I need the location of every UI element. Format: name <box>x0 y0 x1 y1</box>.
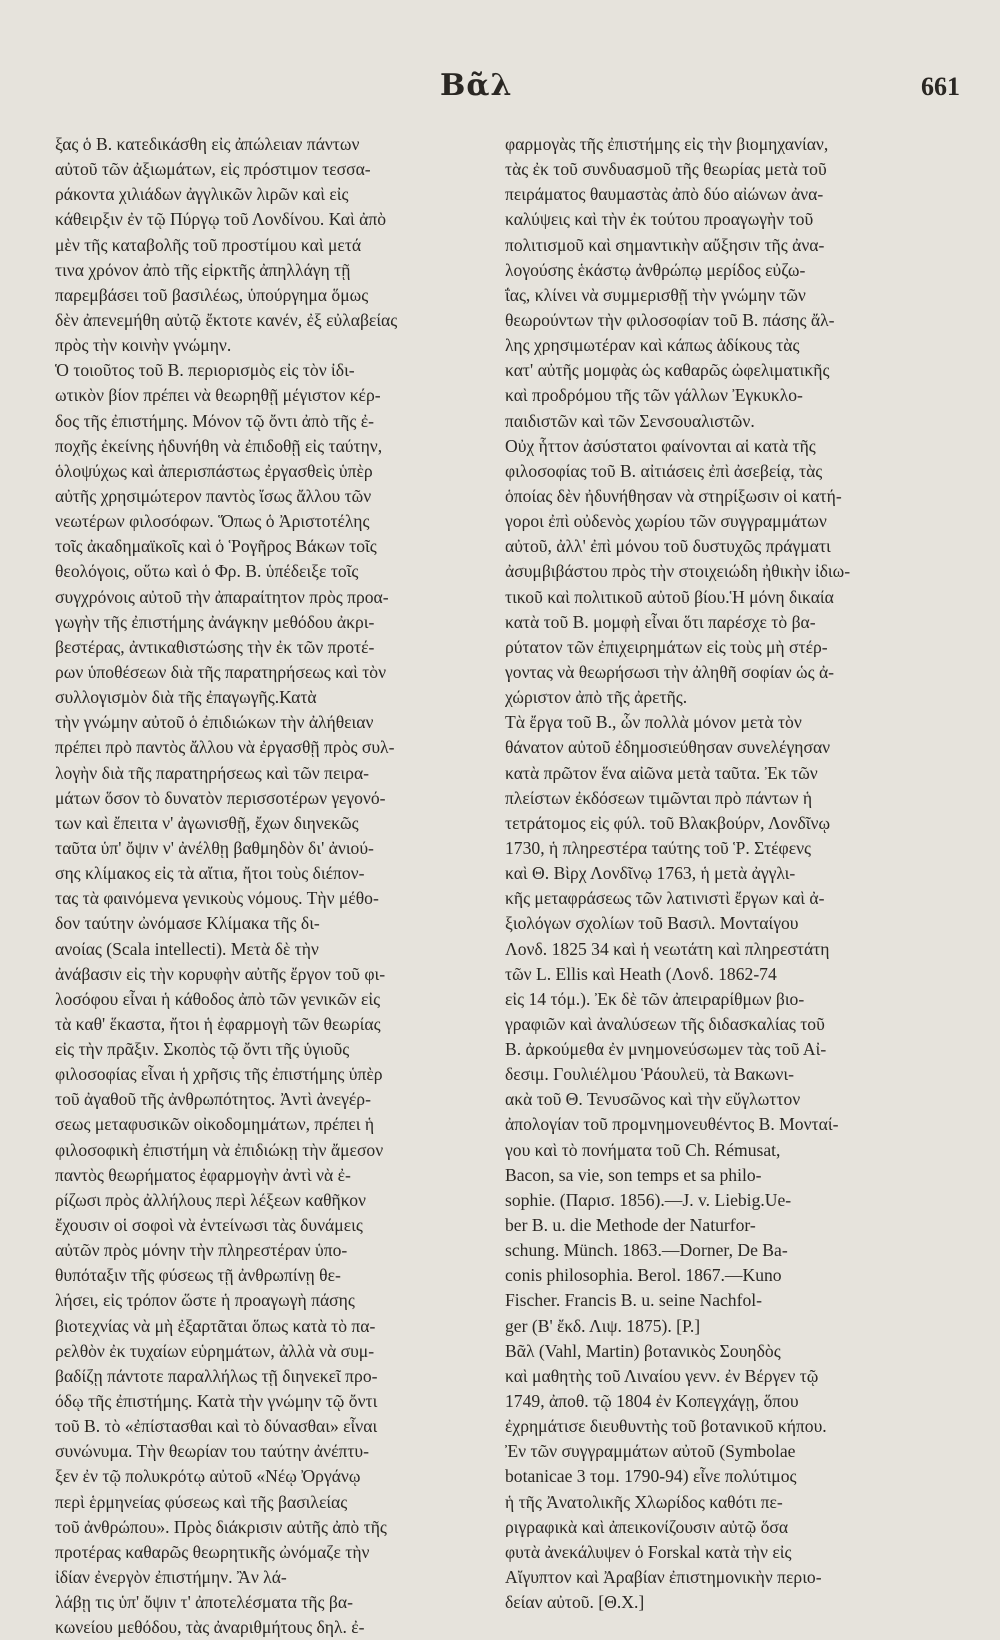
text-line: μὲν τῆς καταβολῆς τοῦ προστίμου καὶ μετά <box>55 234 362 255</box>
text-line: τὰ καθ' ἕκαστα, ἤτοι ἡ ἐφαρμογὴ τῶν θεωρίας <box>55 1013 381 1034</box>
text-line: 1749, ἀποθ. τῷ 1804 ἐν Κοπεγχάγῃ, ὅπου <box>505 1391 799 1412</box>
text-line: χώριστον ἀπὸ τῆς ἀρετῆς. <box>505 687 688 708</box>
text-line: συγχρόνοις αὐτοῦ τὴν ἀπαραίτητον πρὸς προα- <box>55 586 389 607</box>
text-line: δείαν αὐτοῦ. [Θ.Χ.] <box>505 1592 645 1613</box>
text-line: των καὶ ἔπειτα ν' ἀγωνισθῇ, ἔχων διηνεκῶς <box>55 812 359 833</box>
text-line: όδῳ τῆς ἐπιστήμης. Κατὰ τὴν γνώμην τῷ ὄντι <box>55 1391 378 1412</box>
text-line: ταῦτα ὑπ' ὄψιν ν' ἀνέλθῃ βαθμηδὸν δι' ἀνιού- <box>55 837 374 858</box>
text-line: τινα χρόνον ἀπὸ τῆς εἱρκτῆς ἀπηλλάγη τῇ <box>55 259 351 280</box>
text-line: ὁποίας δὲν ἠδυνήθησαν νὰ στηρίξωσιν οἱ κατή- <box>505 485 842 506</box>
text-line: Fischer. Francis B. u. seine Nachfol- <box>505 1290 763 1311</box>
text-line: φυτὰ ἀνεκάλυψεν ὁ Forskal κατὰ τὴν εἰς <box>505 1541 792 1562</box>
text-line: αὐτῆς χρησιμώτερον παντὸς ἴσως ἄλλου τῶν <box>55 485 372 506</box>
text-line: λογὴν διὰ τῆς παρατηρήσεως καὶ τῶν πειρα- <box>55 762 370 783</box>
text-line: βεστέρας, ἀντικαθιστώσης τὴν ἐκ τῶν προτέ- <box>55 636 375 657</box>
right-column <box>505 132 930 1615</box>
text-line: ξεν ἐν τῷ πολυκρότῳ αὐτοῦ «Νέῳ Ὀργάνῳ <box>55 1466 361 1487</box>
text-line: θάνατον αὐτοῦ ἐδημοσιεύθησαν συνελέγησαν <box>505 737 831 758</box>
text-line: ἀπολογίαν τοῦ προμνημονευθέντος Β. Μονταί- <box>505 1114 839 1135</box>
text-line: γραφιῶν καὶ ἀναλύσεων τῆς διδασκαλίας τοῦ <box>505 1013 825 1034</box>
text-line: 1730, ἡ πληρεστέρα ταύτης τοῦ Ῥ. Στέφενς <box>505 837 812 858</box>
text-line: ποχῆς ἐκείνης ἠδυνήθη νὰ ἐπιδοθῇ εἰς ταύτην, <box>55 435 383 456</box>
text-line: λοσόφου εἶναι ἡ κάθοδος ἀπὸ τῶν γενικῶν εἰς <box>55 988 381 1009</box>
text-line: νεωτέρων φιλοσόφων. Ὅπως ὁ Ἀριστοτέλης <box>55 511 370 532</box>
text-line: Ὁ τοιοῦτος τοῦ Β. περιορισμὸς εἰς τὸν ἰδι- <box>55 360 355 381</box>
text-line: κῆς μεταφράσεως τῶν λατινιστὶ ἔργων καὶ ἀ- <box>505 888 825 909</box>
text-line: τὴν γνώμην αὐτοῦ ὁ ἐπιδιώκων τὴν ἀλήθειαν <box>55 712 374 733</box>
text-line: προτέρας καθαρῶς θεωρητικῆς ὠνόμαζε τὴν <box>55 1541 370 1562</box>
text-line: τοῖς ἀκαδημαϊκοῖς καὶ ὁ Ῥογῆρος Βάκων τοῖς <box>55 536 377 557</box>
text-line: βιοτεχνίας νὰ μὴ ἐξαρτᾶται ὅπως κατὰ τὸ πα- <box>55 1315 376 1336</box>
text-line: Αἴγυπτον καὶ Ἀραβίαν ἐπιστημονικὴν περιο- <box>505 1567 822 1588</box>
text-line: παιδιστῶν καὶ τῶν Σενσουαλιστῶν. <box>505 410 755 431</box>
text-line: ρελθὸν ἐκ τυχαίων εὑρημάτων, ἀλλὰ νὰ συμ- <box>55 1340 375 1361</box>
text-line: conis philosophia. Berol. 1867.—Kuno <box>505 1265 782 1286</box>
text-line: παντὸς θεωρήματος ἐφαρμογὴν ἀντὶ νὰ ἐ- <box>55 1164 351 1185</box>
text-line: ξας ὁ Β. κατεδικάσθη εἰς ἀπώλειαν πάντων <box>55 134 360 154</box>
text-line: πειράματος θαυμαστὰς ἀπὸ δύο αἰώνων ἀνα- <box>505 184 824 205</box>
text-line: δεσιμ. Γουλιέλμου Ῥάουλεϋ, τὰ Βακωνι- <box>505 1064 794 1085</box>
text-line: sophie. (Παρισ. 1856).—J. v. Liebig.Ue- <box>505 1189 792 1210</box>
text-line: γου καὶ τὸ πονήματα τοῦ Ch. Rémusat, <box>505 1139 781 1160</box>
text-line: Βᾶλ (Vahl, Martin) βοτανικὸς Σουηδὸς <box>505 1340 781 1361</box>
text-line: τετράτομος εἰς φύλ. τοῦ Βλακβούρν, Λονδῖνῳ <box>505 812 831 833</box>
text-line: ἡ τῆς Ἀνατολικῆς Χλωρίδος καθότι πε- <box>505 1491 783 1512</box>
text-line: ἀνάβασιν εἰς τὴν κορυφὴν αὐτῆς ἔργον τοῦ φι- <box>55 963 386 984</box>
text-line: λήσει, εἰς τρόπον ὥστε ἡ προαγωγὴ πάσης <box>55 1290 355 1311</box>
text-line: δος τῆς ἐπιστήμης. Μόνον τῷ ὄντι ἀπὸ τῆς ἐ- <box>55 410 374 431</box>
text-line: τοῦ ἀνθρώπου». Πρὸς διάκρισιν αὐτῆς ἀπὸ τῆς <box>55 1516 387 1537</box>
text-line: ανοίας (Scala intellecti). Μετὰ δὲ τὴν <box>55 938 319 959</box>
text-line: γοντας νὰ θεωρήσωσι τὴν ἀληθῆ σοφίαν ὡς ἀ- <box>505 661 835 682</box>
text-line: θεωρούντων τὴν φιλοσοφίαν τοῦ Β. πάσης ἄλ- <box>505 309 835 330</box>
text-line: φιλοσοφικὴ ἐπιστήμη νὰ ἐπιδιώκῃ τὴν ἄμεσον <box>55 1139 384 1160</box>
text-line: πλείστων ἐκδόσεων τιμῶνται πρὸ πάντων ἡ <box>505 787 813 808</box>
text-line: ger (Β' ἔκδ. Λιψ. 1875). [P.] <box>505 1315 701 1336</box>
text-line: ξιολόγων σχολίων τοῦ Βασιλ. Μονταίγου <box>505 913 799 934</box>
text-line: βαδίζῃ πάντοτε παραλλήλως τῇ διηνεκεῖ προ- <box>55 1365 378 1386</box>
text-line: παρεμβάσει τοῦ βασιλέως, ὑπούργημα ὅμως <box>55 284 369 305</box>
text-line: λογούσης ἑκάστῳ ἀνθρώπῳ μερίδος εὐζω- <box>505 259 806 280</box>
text-line: ριγραφικὰ καὶ ἀπεικονίζουσιν αὐτῷ ὅσα <box>505 1516 789 1537</box>
text-line: τοῦ ἀγαθοῦ τῆς ἀνθρωπότητος. Ἀντὶ ἀνεγέρ- <box>55 1089 371 1110</box>
text-line: πρέπει πρὸ παντὸς ἄλλου νὰ ἐργασθῇ πρὸς συλ- <box>55 737 395 758</box>
page-number: 661 <box>921 72 960 101</box>
text-line: σεως μεταφυσικῶν οἰκοδομημάτων, πρέπει ἡ <box>55 1114 375 1135</box>
text-line: γοροι ἐπὶ οὐδενὸς χωρίου τῶν συγγραμμάτων <box>505 511 827 532</box>
text-line: φιλοσοφίας τοῦ Β. αἰτιάσεις ἐπὶ ἀσεβείᾳ, τὰς <box>505 460 823 481</box>
text-line: πρὸς τὴν κοινὴν γνώμην. <box>55 335 232 356</box>
text-line: αὐτοῦ, ἀλλ' ἐπὶ μόνου τοῦ δυστυχῶς πράγματι <box>505 536 831 557</box>
text-line: θυπόταξιν τῆς φύσεως τῇ ἀνθρωπίνῃ θε- <box>55 1265 341 1286</box>
text-line: ακὰ τοῦ Θ. Τενυσῶνος καὶ τὴν εὔγλωττον <box>505 1089 801 1110</box>
text-line: ἔχουσιν οἱ σοφοὶ νὰ ἐντείνωσι τὰς δυνάμεις <box>55 1215 363 1236</box>
text-line: περὶ ἑρμηνείας φύσεως καὶ τῆς βασιλείας <box>55 1491 348 1512</box>
text-line: ἀσυμβιβάστου πρὸς τὴν στοιχειώδη ἠθικὴν ἰδιω- <box>505 561 851 582</box>
text-line: Ἐν τῶν συγγραμμάτων αὐτοῦ (Symbolae <box>505 1441 796 1462</box>
text-line: συνώνυμα. Τὴν θεωρίαν του ταύτην ἀνέπτυ- <box>55 1441 369 1462</box>
text-line: κατὰ πρῶτον ἕνα αἰῶνα μετὰ ταῦτα. Ἐκ τῶν <box>505 762 818 783</box>
text-line: σης κλίμακος εἰς τὰ αἴτια, ἤτοι τοὺς διέπον- <box>55 863 365 884</box>
text-line: ber B. u. die Methode der Naturfor- <box>505 1215 756 1236</box>
text-line: εἰς τὴν πρᾶξιν. Σκοπὸς τῷ ὄντι τῆς ὑγιοῦς <box>55 1039 350 1060</box>
text-line: Τὰ ἔργα τοῦ Β., ὧν πολλὰ μόνον μετὰ τὸν <box>505 712 802 733</box>
page-header <box>0 68 1000 108</box>
text-line: τας τὰ φαινόμενα γενικοὺς νόμους. Τὴν μέθο- <box>55 888 379 909</box>
text-line: γωγὴν τῆς ἐπιστήμης ἀνάγκην μεθόδου ἀκρι- <box>55 611 375 632</box>
text-line: συλλογισμὸν διὰ τῆς ἐπαγωγῆς.Κατὰ <box>55 687 317 708</box>
text-line: εἰς 14 τόμ.). Ἐκ δὲ τῶν ἀπειραρίθμων βιο- <box>505 988 805 1009</box>
text-line: θεολόγοις, οὕτω καὶ ὁ Φρ. Β. ὑπέδειξε τοῖς <box>55 561 359 582</box>
text-line: φιλοσοφίας εἶναι ἡ χρῆσις τῆς ἐπιστήμης ὑπὲρ <box>55 1064 383 1085</box>
text-line: καὶ προδρόμου τῆς τῶν γάλλων Ἐγκυκλο- <box>505 385 803 406</box>
text-line: φαρμογὰς τῆς ἐπιστήμης εἰς τὴν βιομηχανίαν, <box>505 134 829 154</box>
text-line: καὶ Θ. Βὶρχ Λονδῖνῳ 1763, ἡ μετὰ ἀγγλι- <box>505 863 796 884</box>
text-line: δὲν ἀπενεμήθη αὐτῷ ἔκτοτε κανέν, ἐξ εὐλαβείας <box>55 309 398 330</box>
text-line: ράκοντα χιλιάδων ἀγγλικῶν λιρῶν καὶ εἰς <box>55 184 349 205</box>
text-line: Λονδ. 1825 34 καὶ ἡ νεωτάτη καὶ πληρεστάτη <box>505 938 830 959</box>
text-line: ρων ὑποθέσεων διὰ τῆς παρατηρήσεως καὶ τὸν <box>55 661 387 682</box>
text-line: ρύτατον τῶν ἐπιχειρημάτων εἰς τοὺς μὴ στέρ- <box>505 636 828 657</box>
text-line: αὐτῶν πρὸς μόνην τὴν πληρεστέραν ὑπο- <box>55 1240 348 1261</box>
text-line: λάβῃ τις ὑπ' ὄψιν τ' ἀποτελέσματα τῆς βα- <box>55 1592 353 1613</box>
text-line: κάθειρξιν ἐν τῷ Πύργῳ τοῦ Λονδίνου. Καὶ ἀπὸ <box>55 209 387 230</box>
running-head: Βᾶλ <box>440 68 513 103</box>
text-line: δον ταύτην ὠνόμασε Κλίμακα τῆς δι- <box>55 913 320 934</box>
text-line: λης χρησιμωτέραν καὶ κάπως ἀδίκους τὰς <box>505 335 800 356</box>
text-line: κωνείου μεθόδου, τὰς ἀναριθμήτους δηλ. ἐ- <box>55 1617 365 1638</box>
text-line: ρίζωσι πρὸς ἀλλήλους περὶ λέξεων καθῆκον <box>55 1189 366 1210</box>
text-line: ἐχρημάτισε διευθυντὴς τοῦ βοτανικοῦ κήπου. <box>505 1416 827 1437</box>
text-line: κατ' αὐτῆς μομφὰς ὡς καθαρῶς ὠφελιματικῆς <box>505 360 830 381</box>
text-line: καὶ μαθητὴς τοῦ Λιναίου γενν. ἐν Βέργεν τῷ <box>505 1365 819 1386</box>
text-line: ὁλοψύχως καὶ ἀπερισπάστως ἐργασθεὶς ὑπὲρ <box>55 460 373 481</box>
text-line: Bacon, sa vie, son temps et sa philo- <box>505 1164 762 1185</box>
text-line: schung. Münch. 1863.—Dorner, De Ba- <box>505 1240 788 1261</box>
text-line: ωτικὸν βίον πρέπει νὰ θεωρηθῇ μέγιστον κέρ- <box>55 385 381 406</box>
text-line: αὐτοῦ τῶν ἀξιωμάτων, εἰς πρόστιμον τεσσα- <box>55 159 371 180</box>
text-line: τὰς ἐκ τοῦ συνδυασμοῦ τῆς θεωρίας μετὰ τοῦ <box>505 159 827 180</box>
text-line: ΐας, κλίνει νὰ συμμερισθῇ τὴν γνώμην τῶν <box>505 284 806 305</box>
text-line: Β. ἀρκούμεθα ἐν μνημονεύσωμεν τὰς τοῦ Αἰ- <box>505 1039 827 1060</box>
text-line: τοῦ Β. τὸ «ἐπίστασθαι καὶ τὸ δύνασθαι» εἶναι <box>55 1416 378 1437</box>
text-line: ἰδίαν ἐνεργὸν ἐπιστήμην. Ἂν λά- <box>55 1567 287 1588</box>
text-line: κατὰ τοῦ Β. μομφὴ εἶναι ὅτι παρέσχε τὸ βα- <box>505 611 816 632</box>
text-line: μάτων ὅσον τὸ δυνατὸν περισσοτέρων γεγονό- <box>55 787 386 808</box>
text-line: botanicae 3 τομ. 1790-94) εἶνε πολύτιμος <box>505 1466 797 1487</box>
text-line: πολιτισμοῦ καὶ σημαντικὴν αὔξησιν τῆς ἀνα- <box>505 234 825 255</box>
left-column <box>55 132 495 1640</box>
text-line: τικοῦ καὶ πολιτικοῦ αὐτοῦ βίου.Ἡ μόνη δικαία <box>505 586 834 607</box>
text-line: Οὐχ ἧττον ἀσύστατοι φαίνονται αἱ κατὰ τῆς <box>505 435 816 456</box>
text-line: καλύψεις καὶ τὴν ἐκ τούτου προαγωγὴν τοῦ <box>505 209 814 230</box>
text-line: τῶν L. Ellis καὶ Heath (Λονδ. 1862-74 <box>505 963 777 984</box>
